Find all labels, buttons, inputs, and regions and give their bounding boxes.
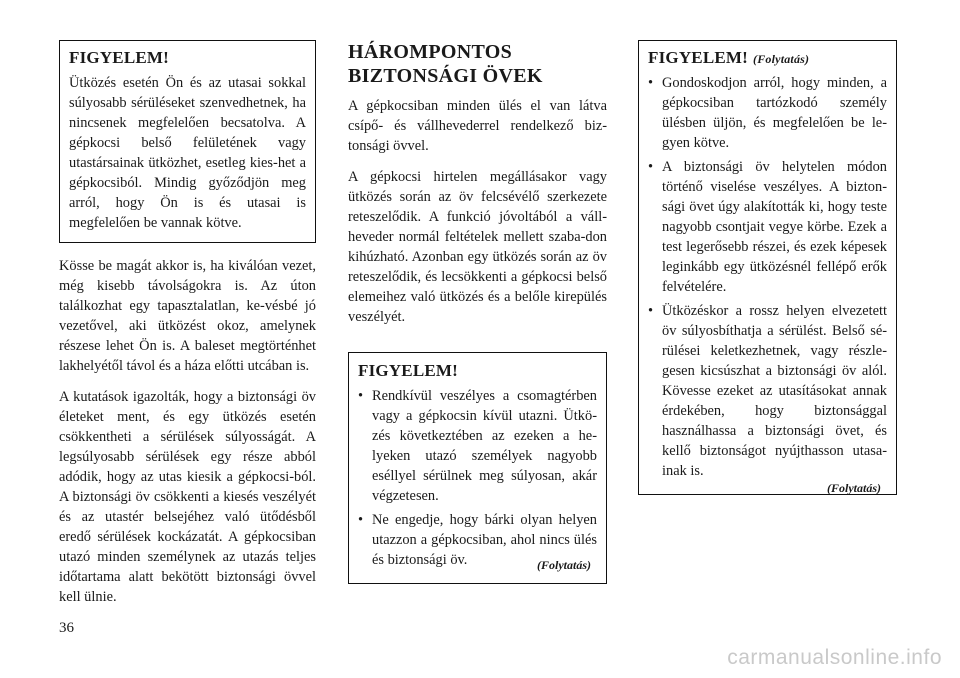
warning-title [648,48,887,68]
warning-bullet: • A biztonsági öv helytelen módon történő viselése veszélyes. A bizton-sági övet úgy alakították ki, hogy teste nagyobb csontjait vegye körbe. Ezek a test legerősebb részei, és ezek képesek leginkább egy ütközésnél fellépő erők felvételére. [648,157,887,297]
column-right [638,40,897,495]
continued-label: (Folytatás) [827,481,881,495]
warning-title: FIGYELEM! [358,361,459,380]
warning-title-continued: (Folytatás) [753,52,810,66]
warning-box [638,40,897,495]
warning-text: Ütközés esetén Ön és az utasai sokkal súlyosabb sérüléseket szenvedhetnek, ha nincsenek megfelelően becsatolva. A gépkocsi belső felületének vagy utastársainak ütközhet, esetleg kies-het a gépkocsiból. Mindig győződjön meg arról, hogy Ön is és utasai is megfelelően be vannak kötve. [69,75,306,231]
warning-bullet: • Rendkívül veszélyes a csomagtérben vagy a gépkocsin kívül utazni. Ütkö-zés következtében az ezeken a he-lyeken utazó személyek nagyobb eséllyel sérülnek meg súlyosan, akár végzetesen. [358,386,597,506]
warning-title-text: FIGYELEM! [648,48,749,67]
warning-bullet: • Ne engedje, hogy bárki olyan helyen utazzon a gépkocsiban, ahol nincs ülés és biztonsági öv. [358,510,597,570]
continued-label: (Folytatás) [537,558,591,572]
warning-box [59,40,316,243]
body-paragraph: A gépkocsiban minden ülés el van látva csípő- és vállhevederrel rendelkező biz-tonsági övvel. [348,98,607,154]
section-heading-line1: HÁROMPONTOS [348,41,513,63]
body-paragraph: A kutatások igazolták, hogy a biztonsági öv életeket ment, és egy ütközés esetén csökkentheti a sérülések súlyosságát. A legsúlyosabb sérülések egy része abból adódik, hogy az utas kiesik a gépkocsi-ból. A biztonsági öv csökkenti a kiesés veszélyét és az utastér belsejéhez való ütődésből eredő sérülések kockázatát. A gépkocsiban utazó minden személynek az utazás teljes időtartama alatt bekötött biztonsági övvel kell ülnie. [59,389,316,605]
warning-bullet-list [648,73,887,481]
column-left [59,40,316,618]
warning-box [348,352,607,584]
page-number: 36 [59,620,74,636]
column-middle [348,40,607,584]
section-heading-line2: BIZTONSÁGI ÖVEK [348,65,543,87]
warning-title: FIGYELEM! [69,48,170,67]
watermark: carmanualsonline.info [727,646,942,669]
warning-bullet: • Gondoskodjon arról, hogy minden, a gépkocsiban tartózkodó személy ülésben üljön, és megfelelően be le-gyen kötve. [648,73,887,153]
body-paragraph: Kösse be magát akkor is, ha kiválóan vezet, még kisebb távolságokra is. Az úton találkozhat egy tapasztalatlan, ke-vésbé jó vezetővel, aki ütközést okoz, amelynek részese lehet Ön is. A baleset megtörténhet lakhelyétől távol és a háza előtti utcában is. [59,258,316,374]
warning-bullet-list [358,386,597,570]
section-heading [348,40,607,88]
body-paragraph: A gépkocsi hirtelen megállásakor vagy ütközés során az öv felcsévélő szerkezete reteszelődik. A funkció jóvoltából a váll-heveder normál feltételek mellett szaba-don kihúzható. Azonban egy ütközés során az öv reteszelődik, és lecsökkenti a gépkocsi belső elemeihez való ütközés és a belőle kirepülés veszélyét. [348,169,607,325]
warning-bullet: • Ütközéskor a rossz helyen elvezetett öv súlyosbíthatja a sérülést. Belső sé-rülései keletkezhetnek, vagy részle-gesen kicsúszhat a biztonsági öv alól. Kövesse ezeket az utasításokat annak érdekében, hogy biztonsággal használhassa a biztonsági övet, és kellő biztonságot nyújthasson utasa-inak is. [648,301,887,481]
